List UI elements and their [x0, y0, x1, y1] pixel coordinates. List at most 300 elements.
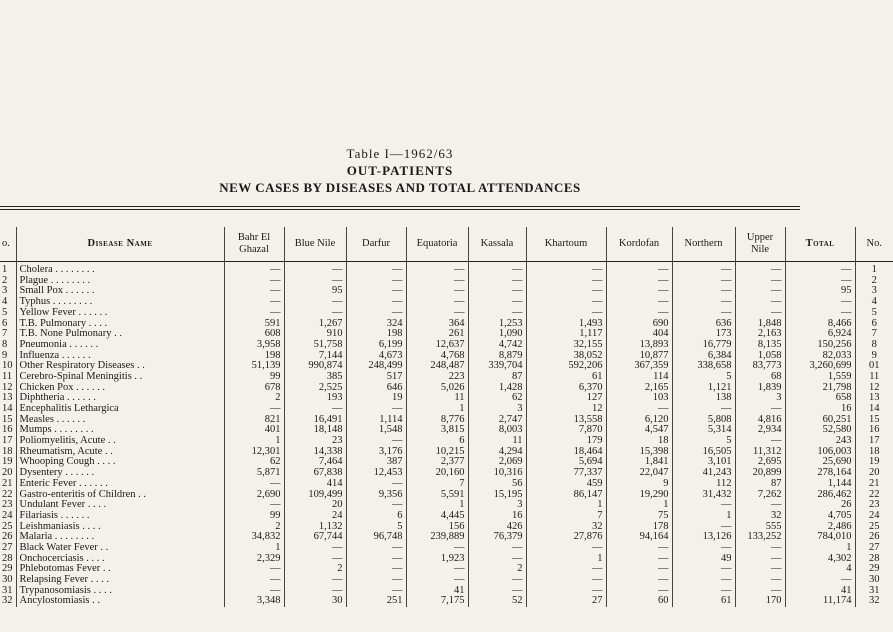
row-value: 8,879: [468, 351, 526, 362]
col-kassala: Kassala: [468, 227, 526, 262]
row-value: 4,742: [468, 340, 526, 351]
row-value: 2: [224, 393, 284, 404]
row-value: —: [672, 500, 735, 511]
table-row: [0, 489, 893, 500]
row-value: —: [284, 575, 346, 586]
row-value: 8,135: [735, 340, 785, 351]
row-value: 7,870: [526, 425, 606, 436]
row-value: 7,144: [284, 351, 346, 362]
row-value: 67,744: [284, 532, 346, 543]
row-number: 29: [2, 563, 13, 575]
row-value: 517: [346, 372, 406, 383]
row-value: —: [526, 575, 606, 586]
row-value: 179: [526, 436, 606, 447]
row-value: 5,591: [406, 489, 468, 500]
table-row: [0, 383, 893, 394]
row-value: 3: [735, 393, 785, 404]
row-number-right: 1: [855, 262, 893, 276]
disease-name: T.B. Pulmonary . . . .: [16, 318, 224, 329]
row-value: —: [606, 297, 672, 308]
row-value: 95: [785, 286, 855, 297]
row-value: 339,704: [468, 361, 526, 372]
row-value: 7,464: [284, 457, 346, 468]
row-value: 6,120: [606, 415, 672, 426]
row-value: —: [735, 586, 785, 597]
row-number: 1: [2, 264, 8, 276]
row-value: —: [526, 543, 606, 554]
row-value: 387: [346, 457, 406, 468]
row-number-right: 28: [855, 554, 893, 565]
row-value: 2: [224, 522, 284, 533]
row-value: —: [284, 297, 346, 308]
row-value: 678: [224, 383, 284, 394]
col-bahr-el-ghazal: Bahr El Ghazal: [224, 227, 284, 262]
row-value: —: [346, 586, 406, 597]
row-number: 4: [2, 296, 8, 308]
row-value: —: [224, 500, 284, 511]
row-number: 11: [2, 370, 13, 382]
row-value: 1: [224, 436, 284, 447]
row-value: —: [346, 564, 406, 575]
row-value: —: [672, 522, 735, 533]
row-number-right: 31: [855, 586, 893, 597]
row-value: —: [606, 308, 672, 319]
row-value: 18,148: [284, 425, 346, 436]
row-value: 99: [224, 511, 284, 522]
table-row: [0, 372, 893, 383]
row-value: 1,923: [406, 554, 468, 565]
row-value: 1: [526, 554, 606, 565]
row-value: —: [406, 286, 468, 297]
row-number: 10: [2, 360, 13, 372]
row-value: 3,348: [224, 596, 284, 607]
row-number-right: 16: [855, 425, 893, 436]
row-value: 4,705: [785, 511, 855, 522]
row-value: 16,779: [672, 340, 735, 351]
row-value: 16: [785, 404, 855, 415]
col-equatoria: Equatoria: [406, 227, 468, 262]
row-value: 82,033: [785, 351, 855, 362]
row-value: 12: [526, 404, 606, 415]
row-value: 12,453: [346, 468, 406, 479]
row-value: —: [468, 297, 526, 308]
row-value: 27,876: [526, 532, 606, 543]
row-number-right: 25: [855, 522, 893, 533]
row-number-right: 32: [855, 596, 893, 607]
row-value: 12,301: [224, 447, 284, 458]
disease-name: Onchocerciasis . . . .: [16, 554, 224, 565]
row-value: —: [526, 564, 606, 575]
row-value: 5,808: [672, 415, 735, 426]
table-row: [0, 286, 893, 297]
row-value: 1,841: [606, 457, 672, 468]
disease-name: Dysentery . . . . . .: [16, 468, 224, 479]
row-value: 94,164: [606, 532, 672, 543]
row-value: 3,176: [346, 447, 406, 458]
row-value: 26: [785, 500, 855, 511]
col-no-right: No.: [855, 227, 893, 262]
row-value: 4,547: [606, 425, 672, 436]
row-value: —: [224, 286, 284, 297]
row-value: 3,101: [672, 457, 735, 468]
row-number-right: 12: [855, 383, 893, 394]
row-value: —: [672, 286, 735, 297]
row-value: —: [224, 479, 284, 490]
row-number: 21: [2, 477, 13, 489]
row-number: 12: [2, 381, 13, 393]
row-value: 6,924: [785, 329, 855, 340]
table-row: [0, 543, 893, 554]
row-value: —: [406, 276, 468, 287]
row-value: 18: [606, 436, 672, 447]
row-value: 6,384: [672, 351, 735, 362]
row-value: —: [284, 554, 346, 565]
row-value: 56: [468, 479, 526, 490]
col-blue-nile: Blue Nile: [284, 227, 346, 262]
table-caption: Table I—1962/63: [346, 146, 454, 161]
row-number-right: 26: [855, 532, 893, 543]
table-row: [0, 511, 893, 522]
row-value: 99: [224, 372, 284, 383]
row-value: 77,337: [526, 468, 606, 479]
row-value: 3: [468, 500, 526, 511]
row-number-right: 22: [855, 489, 893, 500]
row-value: 2: [468, 564, 526, 575]
row-value: 86,147: [526, 489, 606, 500]
row-value: —: [406, 575, 468, 586]
row-value: 3,958: [224, 340, 284, 351]
row-number: 14: [2, 403, 13, 415]
row-number-right: 2: [855, 276, 893, 287]
col-khartoum: Khartoum: [526, 227, 606, 262]
disease-name: Typhus . . . . . . . .: [16, 297, 224, 308]
row-value: —: [785, 308, 855, 319]
row-value: 13,893: [606, 340, 672, 351]
row-value: —: [468, 554, 526, 565]
row-value: —: [224, 297, 284, 308]
row-value: —: [468, 586, 526, 597]
row-value: 32,155: [526, 340, 606, 351]
row-value: 990,874: [284, 361, 346, 372]
row-value: 87: [468, 372, 526, 383]
row-number: 31: [2, 584, 13, 596]
row-value: —: [672, 543, 735, 554]
row-value: 34,832: [224, 532, 284, 543]
row-value: —: [785, 262, 855, 276]
row-value: —: [735, 286, 785, 297]
disease-name: Cerebro-Spinal Meningitis . .: [16, 372, 224, 383]
row-value: 2: [284, 564, 346, 575]
row-value: —: [346, 262, 406, 276]
col-disease-name: Disease Name: [16, 227, 224, 262]
row-value: 5,694: [526, 457, 606, 468]
row-value: 385: [284, 372, 346, 383]
row-value: —: [284, 404, 346, 415]
row-value: —: [735, 297, 785, 308]
table-row: [0, 393, 893, 404]
row-value: 5,871: [224, 468, 284, 479]
row-value: —: [735, 276, 785, 287]
row-value: 608: [224, 329, 284, 340]
table-row: [0, 340, 893, 351]
row-value: —: [284, 276, 346, 287]
row-value: 2,695: [735, 457, 785, 468]
row-value: —: [406, 564, 468, 575]
row-number: 2: [2, 274, 8, 286]
disease-name: Pneumonia . . . . . .: [16, 340, 224, 351]
row-value: 61: [526, 372, 606, 383]
row-value: —: [406, 543, 468, 554]
row-number-right: 13: [855, 393, 893, 404]
row-number-right: 18: [855, 447, 893, 458]
row-value: —: [672, 297, 735, 308]
row-number: 25: [2, 520, 13, 532]
row-value: 1: [672, 511, 735, 522]
col-northern: Northern: [672, 227, 735, 262]
row-value: 127: [526, 393, 606, 404]
row-value: 67,838: [284, 468, 346, 479]
table-subtitle: OUT-PATIENTS: [346, 163, 454, 178]
row-value: 112: [672, 479, 735, 490]
row-value: 62: [224, 457, 284, 468]
col-darfur: Darfur: [346, 227, 406, 262]
row-value: —: [224, 276, 284, 287]
row-value: 6,199: [346, 340, 406, 351]
table-row: [0, 308, 893, 319]
row-value: —: [606, 586, 672, 597]
row-number-right: 23: [855, 500, 893, 511]
row-value: 16,491: [284, 415, 346, 426]
row-value: 106,003: [785, 447, 855, 458]
disease-name: Malaria . . . . . . . .: [16, 532, 224, 543]
row-value: —: [526, 286, 606, 297]
row-value: 821: [224, 415, 284, 426]
row-value: 4,445: [406, 511, 468, 522]
row-value: 138: [672, 393, 735, 404]
row-value: —: [468, 262, 526, 276]
row-value: 52: [468, 596, 526, 607]
row-value: —: [346, 297, 406, 308]
row-value: 3: [468, 404, 526, 415]
row-value: 30: [284, 596, 346, 607]
row-value: —: [224, 586, 284, 597]
disease-name: Phlebotomas Fever . .: [16, 564, 224, 575]
row-value: 2,525: [284, 383, 346, 394]
table-heading: NEW CASES BY DISEASES AND TOTAL ATTENDANCES: [219, 180, 581, 195]
row-number-right: 5: [855, 308, 893, 319]
row-value: 170: [735, 596, 785, 607]
table-row: [0, 262, 893, 276]
row-value: 16: [468, 511, 526, 522]
col-total: Total: [785, 227, 855, 262]
row-value: 239,889: [406, 532, 468, 543]
row-value: 11,174: [785, 596, 855, 607]
row-value: 1,839: [735, 383, 785, 394]
row-value: —: [346, 575, 406, 586]
row-value: 23: [284, 436, 346, 447]
row-value: 52,580: [785, 425, 855, 436]
row-value: —: [346, 308, 406, 319]
row-value: 4,768: [406, 351, 468, 362]
row-value: —: [346, 543, 406, 554]
row-value: 8,776: [406, 415, 468, 426]
row-number: 30: [2, 574, 13, 586]
row-value: 193: [284, 393, 346, 404]
row-number: 17: [2, 435, 13, 447]
row-value: 41: [406, 586, 468, 597]
row-value: 24: [284, 511, 346, 522]
row-value: 51,758: [284, 340, 346, 351]
row-value: 2,165: [606, 383, 672, 394]
row-value: 38,052: [526, 351, 606, 362]
row-value: —: [735, 554, 785, 565]
row-value: 2,163: [735, 329, 785, 340]
row-value: —: [606, 276, 672, 287]
row-value: —: [672, 575, 735, 586]
row-value: 11: [406, 393, 468, 404]
row-value: —: [346, 404, 406, 415]
row-value: —: [526, 308, 606, 319]
row-value: 133,252: [735, 532, 785, 543]
row-number: 16: [2, 424, 13, 436]
row-value: 7,175: [406, 596, 468, 607]
row-value: 364: [406, 318, 468, 329]
row-value: 286,462: [785, 489, 855, 500]
row-value: 414: [284, 479, 346, 490]
row-number-right: 15: [855, 415, 893, 426]
row-value: —: [672, 564, 735, 575]
row-value: 2,069: [468, 457, 526, 468]
row-value: 1: [606, 500, 672, 511]
disease-name: Diphtheria . . . . . .: [16, 393, 224, 404]
row-value: 3,815: [406, 425, 468, 436]
table-row: [0, 425, 893, 436]
row-value: 3,260,699: [785, 361, 855, 372]
disease-name: Undulant Fever . . . .: [16, 500, 224, 511]
row-value: —: [606, 543, 672, 554]
row-value: 278,164: [785, 468, 855, 479]
row-number-right: 4: [855, 297, 893, 308]
row-value: —: [785, 575, 855, 586]
row-value: 636: [672, 318, 735, 329]
row-number-right: 19: [855, 457, 893, 468]
row-value: 1: [224, 543, 284, 554]
row-number: 28: [2, 552, 13, 564]
disease-name: Leishmaniasis . . . .: [16, 522, 224, 533]
row-value: 60: [606, 596, 672, 607]
row-value: 20,160: [406, 468, 468, 479]
row-value: 1,117: [526, 329, 606, 340]
row-value: 592,206: [526, 361, 606, 372]
row-value: 41,243: [672, 468, 735, 479]
row-value: —: [346, 276, 406, 287]
table-row: [0, 276, 893, 287]
row-value: 2,486: [785, 522, 855, 533]
row-number-right: 24: [855, 511, 893, 522]
row-value: —: [735, 404, 785, 415]
row-value: —: [406, 262, 468, 276]
row-value: 41: [785, 586, 855, 597]
table-row: [0, 575, 893, 586]
row-value: —: [526, 586, 606, 597]
row-value: —: [284, 308, 346, 319]
row-value: 6: [406, 436, 468, 447]
row-value: —: [735, 308, 785, 319]
disease-name: Chicken Pox . . . . . .: [16, 383, 224, 394]
row-value: 60,251: [785, 415, 855, 426]
row-value: 198: [346, 329, 406, 340]
row-number: 19: [2, 456, 13, 468]
row-value: 7: [406, 479, 468, 490]
row-value: 96,748: [346, 532, 406, 543]
table-row: [0, 468, 893, 479]
row-number: 24: [2, 509, 13, 521]
row-value: 22,047: [606, 468, 672, 479]
row-value: 68: [735, 372, 785, 383]
row-value: 15,195: [468, 489, 526, 500]
row-value: —: [224, 564, 284, 575]
disease-name: Filariasis . . . . . .: [16, 511, 224, 522]
row-value: —: [606, 554, 672, 565]
row-value: 150,256: [785, 340, 855, 351]
row-value: 261: [406, 329, 468, 340]
row-value: 20,899: [735, 468, 785, 479]
row-value: 114: [606, 372, 672, 383]
row-value: —: [735, 436, 785, 447]
row-number: 9: [2, 349, 8, 361]
row-value: 8,003: [468, 425, 526, 436]
row-value: —: [606, 575, 672, 586]
row-value: 1,559: [785, 372, 855, 383]
row-number-right: 8: [855, 340, 893, 351]
row-number: 32: [2, 595, 13, 607]
row-value: —: [284, 262, 346, 276]
col-no: o.: [2, 238, 10, 249]
row-value: 426: [468, 522, 526, 533]
row-value: —: [224, 404, 284, 415]
row-value: 2,690: [224, 489, 284, 500]
row-value: —: [735, 564, 785, 575]
row-value: 1,114: [346, 415, 406, 426]
row-value: —: [468, 286, 526, 297]
row-value: 401: [224, 425, 284, 436]
row-value: 4: [785, 564, 855, 575]
disease-name: Relapsing Fever . . . .: [16, 575, 224, 586]
row-value: 1,267: [284, 318, 346, 329]
row-value: —: [468, 575, 526, 586]
disease-name: Measles . . . . . .: [16, 415, 224, 426]
row-value: 6: [346, 511, 406, 522]
row-value: 1: [785, 543, 855, 554]
row-value: 248,487: [406, 361, 468, 372]
disease-name: Trypanosomiasis . . . .: [16, 586, 224, 597]
row-value: 103: [606, 393, 672, 404]
row-value: —: [346, 500, 406, 511]
row-number: 23: [2, 499, 13, 511]
col-upper-nile: Upper Nile: [735, 227, 785, 262]
row-value: 555: [735, 522, 785, 533]
row-value: 21,798: [785, 383, 855, 394]
col-kordofan: Kordofan: [606, 227, 672, 262]
row-value: —: [406, 297, 468, 308]
disease-name: Other Respiratory Diseases . .: [16, 361, 224, 372]
row-number-right: 14: [855, 404, 893, 415]
row-value: 5: [346, 522, 406, 533]
row-value: 223: [406, 372, 468, 383]
row-number: 22: [2, 488, 13, 500]
row-value: —: [735, 543, 785, 554]
row-value: 367,359: [606, 361, 672, 372]
